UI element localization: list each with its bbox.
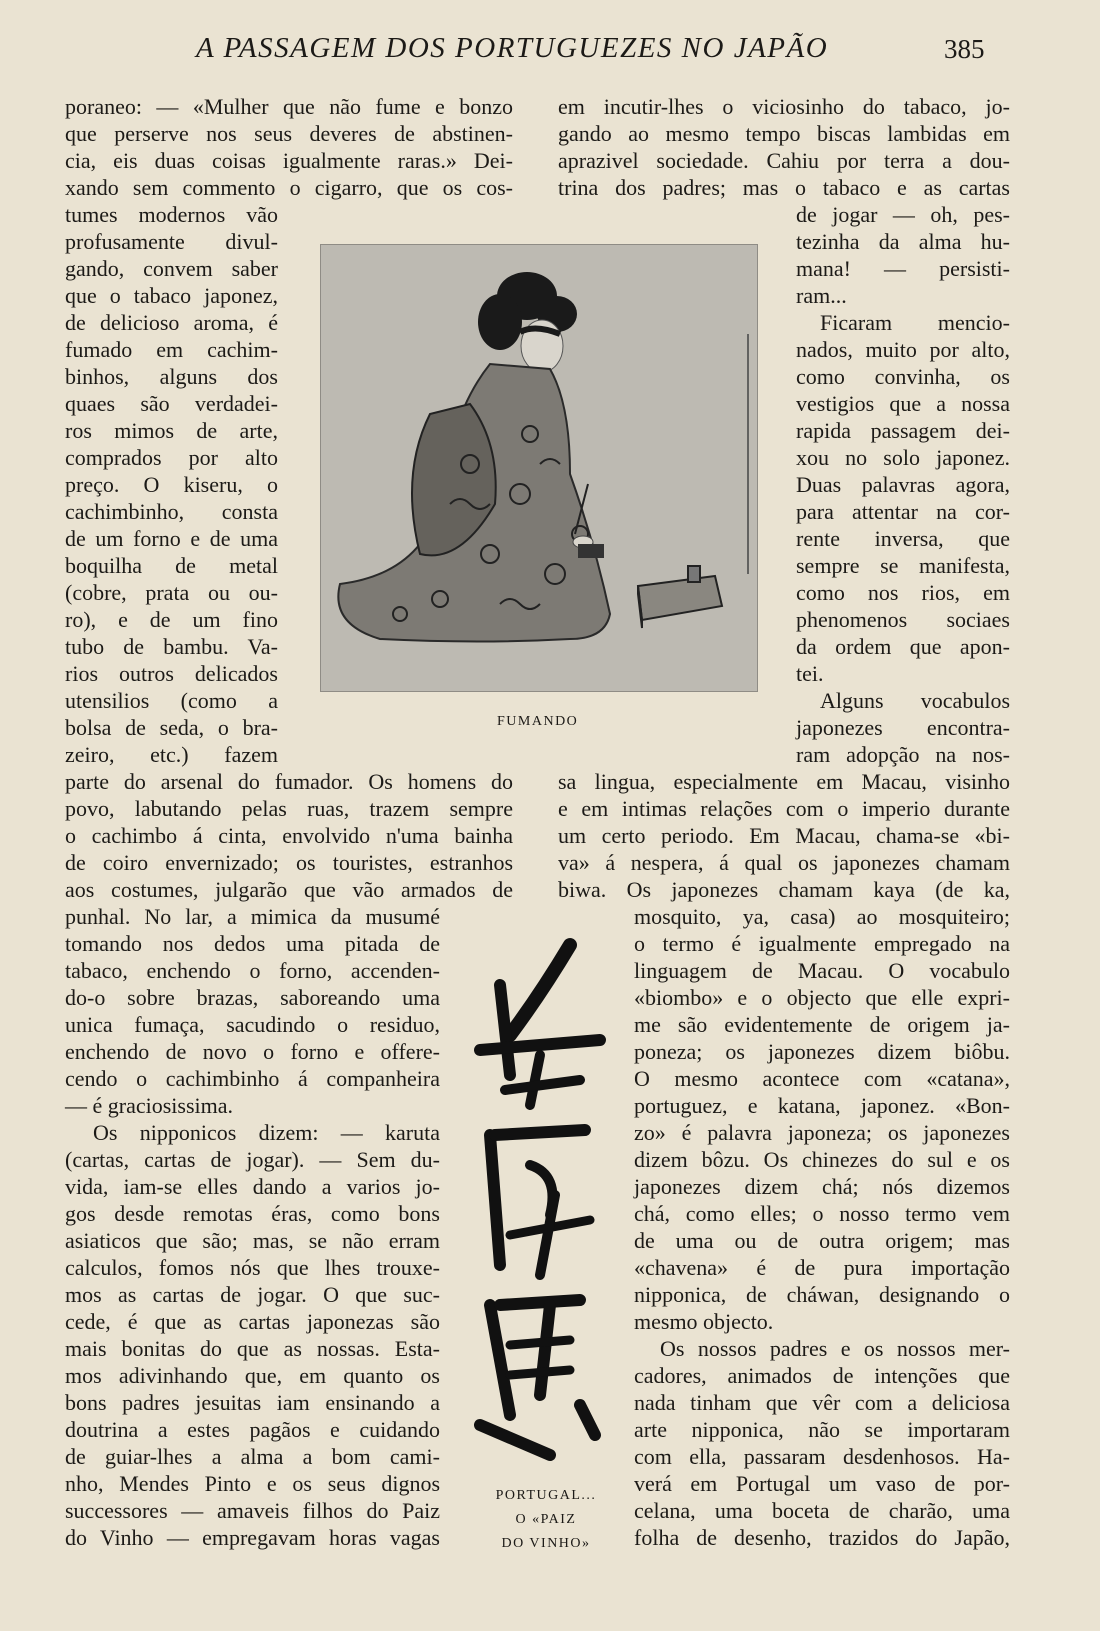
left-column-line: ro), e de um fino (65, 607, 278, 632)
right-column-line: trina dos padres; mas o tabaco e as cartas (558, 175, 1010, 200)
calligraphy-artwork (470, 935, 610, 1475)
left-column-line: gando, convem saber (65, 256, 278, 281)
right-column-line: ram adopção na nos- (796, 742, 1010, 767)
right-column-line: nada tinham que vêr com a deliciosa (634, 1390, 1010, 1415)
left-column-line: rios outros delicados (65, 661, 278, 686)
left-column-line: que perserve nos seus deveres de abstinen- (65, 121, 513, 146)
right-column-line: e em intimas relações com o imperio durante (558, 796, 1010, 821)
right-column-line: tezinha da alma hu- (796, 229, 1010, 254)
right-column-line: xou no solo japonez. (796, 445, 1010, 470)
left-column-line: aos costumes, julgarão que vão armados de (65, 877, 513, 902)
left-column-line: quaes são verdadei- (65, 391, 278, 416)
left-column-line: (cartas, cartas de jogar). — Sem du- (65, 1147, 440, 1172)
left-column-line: preço. O kiseru, o (65, 472, 278, 497)
left-column-line: asiaticos que são; mas, se não erram (65, 1228, 440, 1253)
left-column-line: fumado em cachim- (65, 337, 278, 362)
left-column-line: de guiar-lhes a alma a bom cami- (65, 1444, 440, 1469)
left-column-line: binhos, alguns dos (65, 364, 278, 389)
right-column-line: celana, uma boceta de charão, uma (634, 1498, 1010, 1523)
left-column-line: mos as cartas de jogar. O que suc- (65, 1282, 440, 1307)
left-column-line: bons padres jesuitas iam ensinando a (65, 1390, 440, 1415)
left-column-line: utensilios (como a (65, 688, 278, 713)
left-column-line: de um forno e de uma (65, 526, 278, 551)
left-column-line: mais bonitas do que as nossas. Esta- (65, 1336, 440, 1361)
right-column-line: em incutir-lhes o viciosinho do tabaco, jo- (558, 94, 1010, 119)
left-column-line: zeiro, etc.) fazem (65, 742, 278, 767)
right-column-line: nipponica, de cháwan, designando o (634, 1282, 1010, 1307)
right-column-line: sa lingua, especialmente em Macau, visinho (558, 769, 1010, 794)
left-column-line: que o tabaco japonez, (65, 283, 278, 308)
left-column-line: tumes modernos vão (65, 202, 278, 227)
left-column-line: tabaco, enchendo o forno, accenden- (65, 958, 440, 983)
left-column-line: profusamente divul- (65, 229, 278, 254)
left-column-line: gos desde remotas éras, como bons (65, 1201, 440, 1226)
right-column-line: biwa. Os japonezes chamam kaya (de ka, (558, 877, 1010, 902)
right-column-line: tei. (796, 661, 824, 686)
right-column-line: phenomenos sociaes (796, 607, 1010, 632)
right-column-line: mesmo objecto. (634, 1309, 774, 1334)
right-column-line: nados, muito por alto, (796, 337, 1010, 362)
right-column-line: o termo é igualmente empregado na (634, 931, 1010, 956)
left-column-line: parte do arsenal do fumador. Os homens do (65, 769, 513, 794)
right-column-line: mana! — persisti- (796, 256, 1010, 281)
right-column-line: Os nossos padres e os nossos mer- (660, 1336, 1010, 1361)
left-column-line: nho, Mendes Pinto e os seus dignos (65, 1471, 440, 1496)
left-column-line: cendo o cachimbinho á companheira (65, 1066, 440, 1091)
left-column-line: punhal. No lar, a mimica da musumé (65, 904, 440, 929)
left-column-line: boquilha de metal (65, 553, 278, 578)
right-column-line: um certo periodo. Em Macau, chama-se «bi- (558, 823, 1010, 848)
left-column-line: o cachimbo á cinta, envolvido n'uma bainha (65, 823, 513, 848)
left-column-line: calculos, fomos nós que lhes trouxe- (65, 1255, 440, 1280)
left-column-line: doutrina a estes pagãos e cuidando (65, 1417, 440, 1442)
right-column-line: japonezes encontra- (796, 715, 1010, 740)
left-column-line: cede, é que as cartas japonezas são (65, 1309, 440, 1334)
right-column-line: folha de desenho, trazidos do Japão, (634, 1525, 1010, 1550)
right-column-line: de jogar — oh, pes- (796, 202, 1010, 227)
page-number: 385 (944, 34, 985, 64)
right-column-line: portuguez, e katana, japonez. «Bon- (634, 1093, 1010, 1118)
right-column-line: poneza; os japonezes dizem biôbu. (634, 1039, 1010, 1064)
right-column-line: rente inversa, que (796, 526, 1010, 551)
right-column-line: gando ao mesmo tempo biscas lambidas em (558, 121, 1010, 146)
left-column-line: povo, labutando pelas ruas, trazem sempre (65, 796, 513, 821)
right-column-line: ram... (796, 283, 847, 308)
right-column-line: dizem bôzu. Os chinezes do sul e os (634, 1147, 1010, 1172)
left-column-line: tomando nos dedos uma pitada de (65, 931, 440, 956)
left-column-line: poraneo: — «Mulher que não fume e bonzo (65, 94, 513, 119)
right-column-line: japonezes dizem chá; nós dizemos (634, 1174, 1010, 1199)
right-column-line: verá em Portugal um vaso de por- (634, 1471, 1010, 1496)
left-column-line: de delicioso aroma, é (65, 310, 278, 335)
right-column-line: vestigios que a nossa (796, 391, 1010, 416)
right-column-line: como nos rios, em (796, 580, 1010, 605)
right-column-line: «chavena» é de pura importação (634, 1255, 1010, 1280)
right-column-line: aprazivel sociedade. Cahiu por terra a dou- (558, 148, 1010, 173)
right-column-line: Ficaram mencio- (820, 310, 1010, 335)
right-column-line: «biombo» e o objecto que elle expri- (634, 985, 1010, 1010)
left-column-line: vida, iam-se elles dando a varios jo- (65, 1174, 440, 1199)
right-column-line: Alguns vocabulos (820, 688, 1010, 713)
left-column-line: tubo de bambu. Va- (65, 634, 278, 659)
right-column-line: com ella, passaram desdenhosos. Ha- (634, 1444, 1010, 1469)
right-column-line: O mesmo acontece com «catana», (634, 1066, 1010, 1091)
smoking-woman-illustration (320, 244, 758, 692)
illustration-caption: FUMANDO (497, 714, 579, 729)
right-column-line: de uma ou de outra origem; mas (634, 1228, 1010, 1253)
left-column-line: — é graciosissima. (65, 1093, 234, 1118)
left-column-line: do Vinho — empregavam horas vagas (65, 1525, 440, 1550)
left-column-line: comprados por alto (65, 445, 278, 470)
left-column-line: successores — amaveis filhos do Paiz (65, 1498, 440, 1523)
left-column-line: mos adivinhando que, em quanto os (65, 1363, 440, 1388)
left-column-line: (cobre, prata ou ou- (65, 580, 278, 605)
running-header-title: A PASSAGEM DOS PORTUGUEZES NO JAPÃO (196, 32, 829, 64)
left-column-line: xando sem commento o cigarro, que os cos- (65, 175, 513, 200)
right-column-line: da ordem que apon- (796, 634, 1010, 659)
left-column-line: de coiro envernizado; os touristes, estranhos (65, 850, 513, 875)
right-column-line: me são evidentemente de origem ja- (634, 1012, 1010, 1037)
calligraphy-caption-line-2: O «PAIZ (515, 1512, 577, 1527)
right-column-line: va» á nespera, á qual os japonezes chamam (558, 850, 1010, 875)
right-column-line: zo» é palavra japoneza; os japonezes (634, 1120, 1010, 1145)
right-column-line: sempre se manifesta, (796, 553, 1010, 578)
right-column-line: rapida passagem dei- (796, 418, 1010, 443)
left-column-line: do-o sobre brazas, saboreando uma (65, 985, 440, 1010)
left-column-line: Os nipponicos dizem: — karuta (93, 1120, 440, 1145)
right-column-line: mosquito, ya, casa) ao mosquiteiro; (634, 904, 1010, 929)
left-column-line: cachimbinho, consta (65, 499, 278, 524)
left-column-line: cia, eis duas coisas igualmente raras.» Dei- (65, 148, 513, 173)
right-column-line: cadores, animados de intenções que (634, 1363, 1010, 1388)
right-column-line: linguagem de Macau. O vocabulo (634, 958, 1010, 983)
right-column-line: chá, como elles; o nosso termo vem (634, 1201, 1010, 1226)
right-column-line: Duas palavras agora, (796, 472, 1010, 497)
calligraphy-caption-line-1: PORTUGAL... (495, 1488, 597, 1503)
right-column-line: para attentar na cor- (796, 499, 1010, 524)
left-column-line: bolsa de seda, o bra- (65, 715, 278, 740)
right-column-line: como convinha, os (796, 364, 1010, 389)
left-column-line: ros mimos de arte, (65, 418, 278, 443)
calligraphy-caption-line-3: DO VINHO» (501, 1536, 591, 1551)
right-column-line: arte nipponica, não se importaram (634, 1417, 1010, 1442)
left-column-line: unica fumaça, sacudindo o residuo, (65, 1012, 440, 1037)
left-column-line: enchendo de novo o forno e offere- (65, 1039, 440, 1064)
